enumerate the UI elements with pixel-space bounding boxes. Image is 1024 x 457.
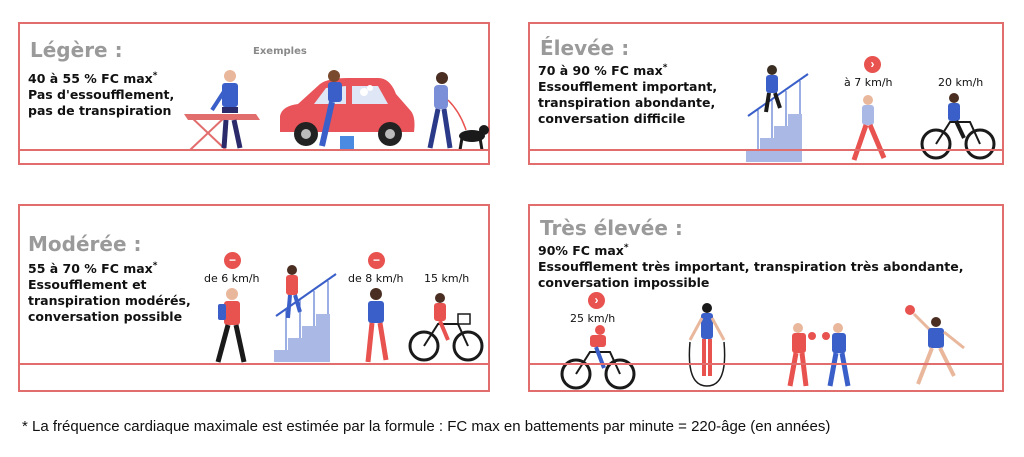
card-description xyxy=(28,68,174,119)
speed-label: de 6 km/h xyxy=(204,272,260,285)
card-moderee xyxy=(18,204,490,392)
stairs-climbing-illustration xyxy=(270,264,344,364)
speed-arrow-icon: › xyxy=(864,56,881,73)
card-legere xyxy=(18,22,490,165)
car-washing-illustration xyxy=(274,70,418,152)
speed-arrow-icon: › xyxy=(588,292,605,309)
ground-line xyxy=(530,149,1002,151)
speed-label: 20 km/h xyxy=(938,76,984,89)
card-description xyxy=(28,258,191,325)
card-title: Légère : xyxy=(30,38,123,62)
minus-circle-icon: − xyxy=(368,252,385,269)
card-title: Modérée : xyxy=(28,232,142,256)
cycling-person-illustration xyxy=(408,292,484,364)
formula-footnote: * La fréquence cardiaque maximale est estimée par la formule : FC max en battements par minute = 220-âge (en années) xyxy=(22,418,831,435)
desc-line: pas de transpiration xyxy=(28,103,172,119)
ground-line xyxy=(20,149,488,151)
running-person-illustration xyxy=(356,288,396,366)
card-tres-elevee xyxy=(528,204,1004,392)
speed-label: de 8 km/h xyxy=(348,272,404,285)
speed-label: 25 km/h xyxy=(570,312,616,325)
card-description xyxy=(538,60,717,127)
cycling-person-illustration xyxy=(920,92,996,162)
ground-line xyxy=(530,363,1002,365)
boxing-illustration xyxy=(776,322,862,390)
speed-label: 15 km/h xyxy=(424,272,470,285)
handball-player-illustration xyxy=(900,302,970,388)
fc-range: 40 à 55 % FC max* xyxy=(28,71,158,87)
dog-walking-illustration xyxy=(420,72,490,154)
card-description xyxy=(538,240,963,291)
minus-circle-icon: − xyxy=(224,252,241,269)
desc-line: Pas d'essoufflement, xyxy=(28,87,175,103)
fc-range: 55 à 70 % FC max* xyxy=(28,261,158,277)
card-title: Élevée : xyxy=(540,36,630,60)
desc-line: transpiration abondante, xyxy=(538,95,716,111)
walking-person-illustration xyxy=(210,288,252,366)
desc-line: Essoufflement et xyxy=(28,277,147,293)
fc-range: 90% FC max* xyxy=(538,243,629,259)
speed-label: à 7 km/h xyxy=(844,76,893,89)
desc-line: Essoufflement important, xyxy=(538,79,718,95)
ground-line xyxy=(20,363,488,365)
running-person-illustration xyxy=(842,94,892,164)
examples-label: Exemples xyxy=(253,46,307,57)
desc-line: transpiration modérés, xyxy=(28,293,191,309)
desc-line: conversation possible xyxy=(28,309,183,325)
ironing-person-illustration xyxy=(182,66,260,152)
jump-rope-illustration xyxy=(682,302,732,388)
desc-line: conversation impossible xyxy=(538,275,710,291)
fc-range: 70 à 90 % FC max* xyxy=(538,63,668,79)
card-title: Très élevée : xyxy=(540,216,683,240)
desc-line: conversation difficile xyxy=(538,111,686,127)
desc-line: Essoufflement très important, transpiration très abondante, xyxy=(538,259,964,275)
cycling-person-illustration xyxy=(560,324,636,392)
card-elevee xyxy=(528,22,1004,165)
